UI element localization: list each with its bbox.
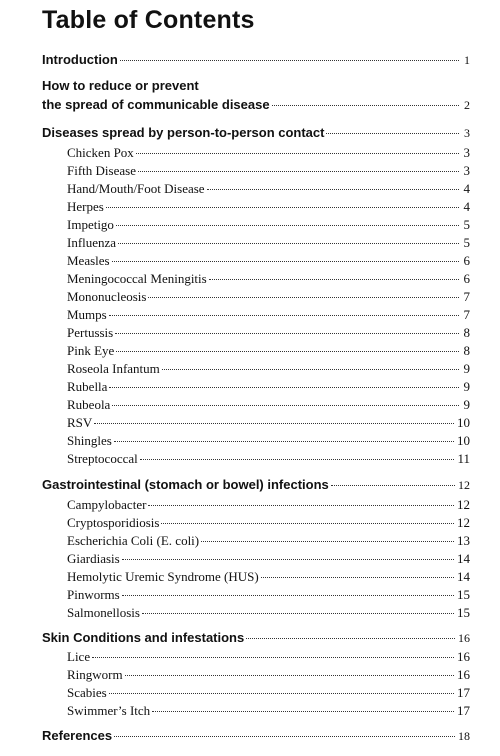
toc-item-label: Rubeola <box>67 397 111 412</box>
toc-item-label: RSV <box>67 415 93 430</box>
toc-item[interactable] <box>67 235 470 251</box>
dot-leader <box>148 505 454 506</box>
toc-item[interactable] <box>67 649 470 665</box>
toc-item-label: Mumps <box>67 307 107 322</box>
toc-entry-page: 2 <box>464 98 470 112</box>
toc-item-label: Escherichia Coli (E. coli) <box>67 533 200 548</box>
toc-entry-label: the spread of communicable disease <box>42 97 270 112</box>
toc-item-page: 9 <box>463 397 470 412</box>
dot-leader <box>112 261 459 262</box>
toc-item-page: 11 <box>457 451 470 466</box>
dot-leader <box>246 638 455 639</box>
toc-item-label: Meningococcal Meningitis <box>67 271 207 286</box>
toc-item-label: Scabies <box>67 685 107 700</box>
toc-item-label: Salmonellosis <box>67 605 140 620</box>
dot-leader <box>207 189 459 190</box>
dot-leader <box>118 243 459 244</box>
toc-item-page: 9 <box>463 379 470 394</box>
toc-item-label: Herpes <box>67 199 104 214</box>
dot-leader <box>140 459 455 460</box>
toc-item[interactable] <box>67 289 470 305</box>
toc-item[interactable] <box>67 515 470 531</box>
toc-item-page: 15 <box>457 587 470 602</box>
toc-item-page: 12 <box>457 497 470 512</box>
toc-entry-label: Introduction <box>42 52 118 67</box>
dot-leader <box>109 387 459 388</box>
toc-entry-page: 18 <box>458 729 470 743</box>
toc-item-label: Rubella <box>67 379 108 394</box>
toc-entry-prevention[interactable] <box>42 97 470 113</box>
toc-item[interactable] <box>67 199 470 215</box>
toc-item[interactable] <box>67 271 470 287</box>
dot-leader <box>114 736 455 737</box>
dot-leader <box>115 333 459 334</box>
toc-item-label: Lice <box>67 649 91 664</box>
dot-leader <box>272 105 459 106</box>
dot-leader <box>92 657 454 658</box>
toc-item[interactable] <box>67 307 470 323</box>
dot-leader <box>109 693 454 694</box>
toc-item-label: Influenza <box>67 235 117 250</box>
toc-item-label: Campylobacter <box>67 497 147 512</box>
toc-item-label: Fifth Disease <box>67 163 136 178</box>
dot-leader <box>209 279 459 280</box>
toc-entry-page: 12 <box>458 478 470 492</box>
toc-entry-introduction[interactable] <box>42 52 470 68</box>
toc-item-label: Streptococcal <box>67 451 138 466</box>
toc-item-page: 17 <box>457 685 470 700</box>
toc-item-label: Ringworm <box>67 667 123 682</box>
toc-item[interactable] <box>67 667 470 683</box>
toc-item-label: Chicken Pox <box>67 145 134 160</box>
dot-leader <box>162 369 459 370</box>
dot-leader <box>122 595 454 596</box>
toc-item-page: 13 <box>457 533 470 548</box>
dot-leader <box>94 423 454 424</box>
toc-item[interactable] <box>67 533 470 549</box>
toc-item[interactable] <box>67 451 470 467</box>
toc-entry-page: 16 <box>458 631 470 645</box>
toc-entry-label: Skin Conditions and infestations <box>42 630 245 645</box>
toc-entry-page: 1 <box>464 53 470 67</box>
toc-item-label: Measles <box>67 253 110 268</box>
toc-entry-prevention-line1[interactable]: How to reduce or prevent <box>42 78 199 93</box>
dot-leader <box>142 613 454 614</box>
dot-leader <box>201 541 454 542</box>
toc-item-page: 16 <box>457 649 470 664</box>
dot-leader <box>106 207 459 208</box>
toc-entry-label: Gastrointestinal (stomach or bowel) infections <box>42 477 329 492</box>
dot-leader <box>120 60 459 61</box>
dot-leader <box>152 711 454 712</box>
dot-leader <box>122 559 454 560</box>
toc-item-page: 8 <box>463 325 470 340</box>
toc-item-page: 7 <box>463 307 470 322</box>
toc-item-label: Pink Eye <box>67 343 115 358</box>
toc-item[interactable] <box>67 415 470 431</box>
toc-section-person-to-person[interactable] <box>42 125 470 141</box>
dot-leader <box>161 523 454 524</box>
toc-item-page: 10 <box>457 415 470 430</box>
toc-item[interactable] <box>67 497 470 513</box>
toc-item-page: 6 <box>463 253 470 268</box>
toc-item-page: 16 <box>457 667 470 682</box>
toc-item[interactable] <box>67 605 470 621</box>
toc-item-label: Roseola Infantum <box>67 361 160 376</box>
toc-item[interactable] <box>67 703 470 719</box>
toc-item-page: 9 <box>463 361 470 376</box>
toc-item[interactable] <box>67 145 470 161</box>
toc-item-page: 6 <box>463 271 470 286</box>
dot-leader <box>116 351 459 352</box>
toc-item-page: 5 <box>463 217 470 232</box>
toc-entry-label: References <box>42 728 113 743</box>
page-title: Table of Contents <box>42 6 255 34</box>
dot-leader <box>116 225 459 226</box>
toc-item-label: Pertussis <box>67 325 114 340</box>
toc-item-label: Giardiasis <box>67 551 120 566</box>
dot-leader <box>261 577 454 578</box>
dot-leader <box>138 171 459 172</box>
toc-item-page: 4 <box>463 181 470 196</box>
dot-leader <box>331 485 455 486</box>
toc-item[interactable] <box>67 253 470 269</box>
toc-item-page: 10 <box>457 433 470 448</box>
toc-item-page: 7 <box>463 289 470 304</box>
toc-item-page: 12 <box>457 515 470 530</box>
toc-item[interactable] <box>67 551 470 567</box>
toc-item[interactable] <box>67 181 470 197</box>
toc-item-page: 15 <box>457 605 470 620</box>
toc-item-page: 8 <box>463 343 470 358</box>
toc-item-label: Swimmer’s Itch <box>67 703 151 718</box>
toc-item-page: 14 <box>457 569 470 584</box>
dot-leader <box>109 315 459 316</box>
toc-item[interactable] <box>67 163 470 179</box>
toc-entry-references[interactable] <box>42 728 470 744</box>
toc-item-page: 3 <box>463 145 470 160</box>
toc-item[interactable] <box>67 361 470 377</box>
toc-item[interactable] <box>67 397 470 413</box>
toc-item-label: Impetigo <box>67 217 114 232</box>
dot-leader <box>112 405 459 406</box>
dot-leader <box>148 297 459 298</box>
toc-item[interactable] <box>67 569 470 585</box>
toc-item-page: 3 <box>463 163 470 178</box>
toc-item[interactable] <box>67 379 470 395</box>
toc-section-skin-conditions[interactable] <box>42 630 470 646</box>
toc-item-page: 5 <box>463 235 470 250</box>
toc-item-label: Hemolytic Uremic Syndrome (HUS) <box>67 569 259 584</box>
toc-item[interactable] <box>67 217 470 233</box>
dot-leader <box>114 441 454 442</box>
toc-item-label: Mononucleosis <box>67 289 147 304</box>
dot-leader <box>326 133 459 134</box>
toc-item[interactable] <box>67 685 470 701</box>
toc-item-label: Cryptosporidiosis <box>67 515 160 530</box>
toc-item[interactable] <box>67 343 470 359</box>
dot-leader <box>125 675 454 676</box>
toc-item-page: 4 <box>463 199 470 214</box>
toc-item-page: 17 <box>457 703 470 718</box>
toc-item-label: Pinworms <box>67 587 120 602</box>
toc-item[interactable] <box>67 587 470 603</box>
toc-item-label: Hand/Mouth/Foot Disease <box>67 181 205 196</box>
toc-entry-label: Diseases spread by person-to-person contact <box>42 125 325 140</box>
dot-leader <box>136 153 459 154</box>
toc-item[interactable] <box>67 325 470 341</box>
toc-entry-page: 3 <box>464 126 470 140</box>
toc-item-label: Shingles <box>67 433 112 448</box>
toc-section-gastrointestinal[interactable] <box>42 477 470 493</box>
toc-item-page: 14 <box>457 551 470 566</box>
toc-item[interactable] <box>67 433 470 449</box>
